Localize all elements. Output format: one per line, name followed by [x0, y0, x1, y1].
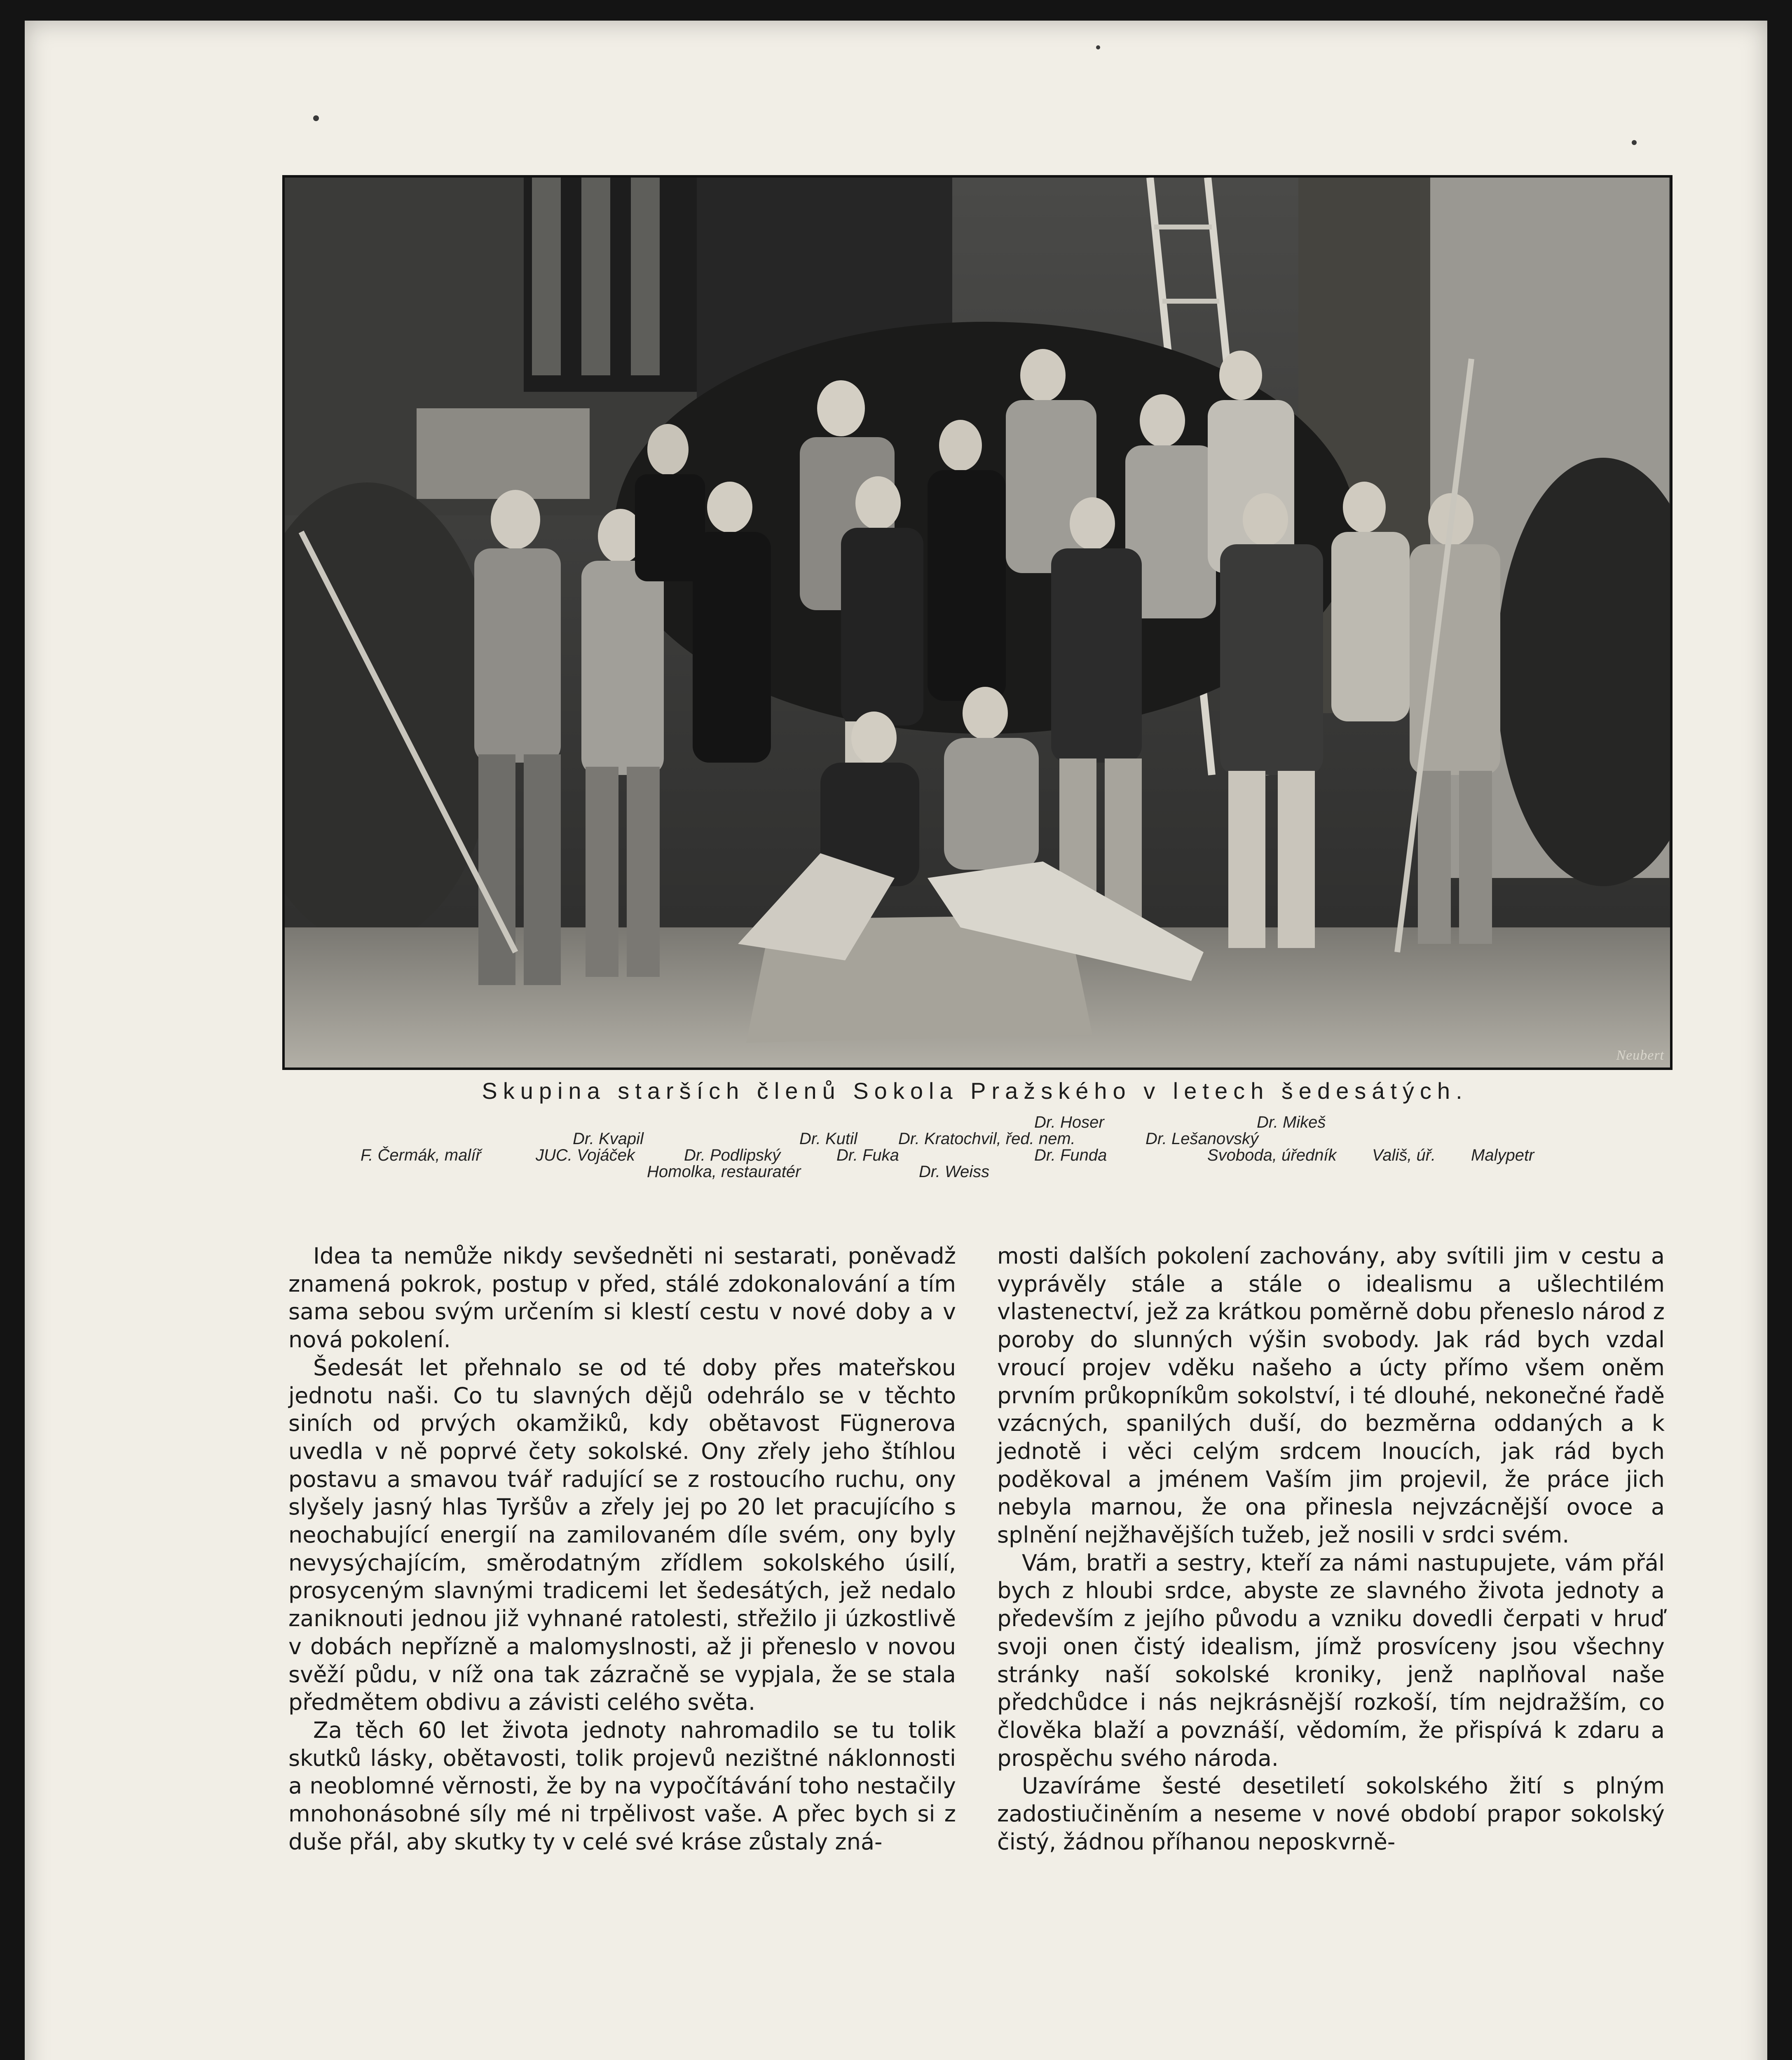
- print-speck: [313, 115, 319, 121]
- photograph-illustration: [285, 178, 1670, 1067]
- caption-name: Dr. Kvapil: [573, 1130, 644, 1148]
- caption-name: Vališ, úř.: [1372, 1146, 1436, 1164]
- caption-name: Dr. Lešanovský: [1145, 1130, 1259, 1148]
- caption-name: Dr. Weiss: [919, 1163, 990, 1181]
- paragraph: mosti dalších pokolení zachovány, aby svítili jim v cestu a vyprávěly stále a stále o idealismu a ušlechtilém vlastenectví, jež za krátkou poměrně dobu přeneslo národ z poroby do slunných výšin svobody. Jak rád bych vzdal vroucí projev vděku našeho a úcty přímo všem oněm prvním průkopníkům sokolství, i té dlouhé, nekonečné řadě vzácných, spanilých duší, do bezměrna oddaných a k jednotě i věci celým srdcem lnoucích, jak rád bych poděkoval a jménem Vaším jim projevil, že práce jich nebyla marnou, že ona přinesla nejvzácnější ovoce a splnění nejžhavějších tužeb, jež nosili v srdci svém.: [997, 1243, 1665, 1548]
- caption-name: Dr. Hoser: [1034, 1113, 1104, 1131]
- text-column-left: [288, 1242, 956, 1856]
- group-photograph: [282, 175, 1673, 1070]
- caption-name: Dr. Podlipský: [684, 1146, 781, 1164]
- photographer-mark: Neubert: [1616, 1048, 1664, 1063]
- page: [25, 21, 1767, 2060]
- print-speck: [1632, 140, 1637, 145]
- photo-caption-title: Skupina starších členů Sokola Pražského v letech šedesátých.: [482, 1078, 1468, 1104]
- paragraph: Vám, bratři a sestry, kteří za námi nastupujete, vám přál bych z hloubi srdce, abyste ze slavného života jednoty a především z jejího původu a vzniku dovedli čerpati v hruď svoji onen čistý idealism, jímž prosvíceny jsou všechny stránky naší sokolské kroniky, jenž naplňoval naše předchůdce i nás nejkrásnější rozkoší, tím nejdražším, co člověka blaží a povznáší, vědomím, že přispívá k zdaru a prospěchu svého národa.: [997, 1550, 1665, 1771]
- paragraph: Za těch 60 let života jednoty nahromadilo se tu tolik skutků lásky, obětavosti, tolik projevů nezištné náklonnosti a neoblomné věrnosti, že by na vypočítávání toho nestačily mnohonásobné síly mé ni trpělivost vaše. A přec bych si z duše přál, aby skutky ty v celé své kráse zůstaly zná-: [288, 1717, 956, 1855]
- caption-name: Dr. Funda: [1034, 1146, 1107, 1164]
- caption-name: Homolka, restauratér: [647, 1163, 801, 1181]
- caption-name: F. Čermák, malíř: [361, 1146, 481, 1164]
- print-speck: [1096, 45, 1100, 49]
- text-column-right: [997, 1242, 1665, 1856]
- caption-name: JUC. Vojáček: [536, 1146, 635, 1164]
- caption-name: Dr. Kratochvil, řed. nem.: [898, 1130, 1075, 1148]
- caption-name: Dr. Fuka: [836, 1146, 899, 1164]
- caption-name: Dr. Kutil: [799, 1130, 857, 1148]
- paragraph: Šedesát let přehnalo se od té doby přes mateřskou jednotu naši. Co tu slavných dějů odehrálo se v těchto siních od prvých okamžiků, kdy obětavost Fügnerova uvedla v ně poprvé čety sokolské. Ony zřely jeho štíhlou postavu a smavou tvář radující se z rostoucího ruchu, ony slyšely jasný hlas Tyršův a zřely jej po 20 let pracujícího s neochabující energií na zamilovaném díle svém, ony byly nevysýchajícím, směrodatným zřídlem sokolského úsilí, prosyceným slavnými tradicemi let šedesátých, jež nedalo zaniknouti jednou již vyhnané ratolesti, střežilo ji úzkostlivě v dobách nepřízně a malomyslnosti, až ji přeneslo v novou svěží půdu, v níž ona tak zázračně se vypjala, že se stala předmětem obdivu a závisti celého světa.: [288, 1354, 956, 1716]
- paragraph: Uzavíráme šesté desetiletí sokolského žití s plným zadostiučiněním a neseme v nové období prapor sokolský čistý, žádnou příhanou neposkvrně-: [997, 1773, 1665, 1855]
- caption-name: Dr. Mikeš: [1257, 1113, 1326, 1131]
- caption-name: Malypetr: [1471, 1146, 1534, 1164]
- paragraph: Idea ta nemůže nikdy sevšedněti ni sestarati, poněvadž znamená pokrok, postup v před, stálé zdokonalování a tím sama sebou svým určením si klestí cestu v nové doby a v nová pokolení.: [288, 1243, 956, 1353]
- caption-name: Svoboda, úředník: [1207, 1146, 1337, 1164]
